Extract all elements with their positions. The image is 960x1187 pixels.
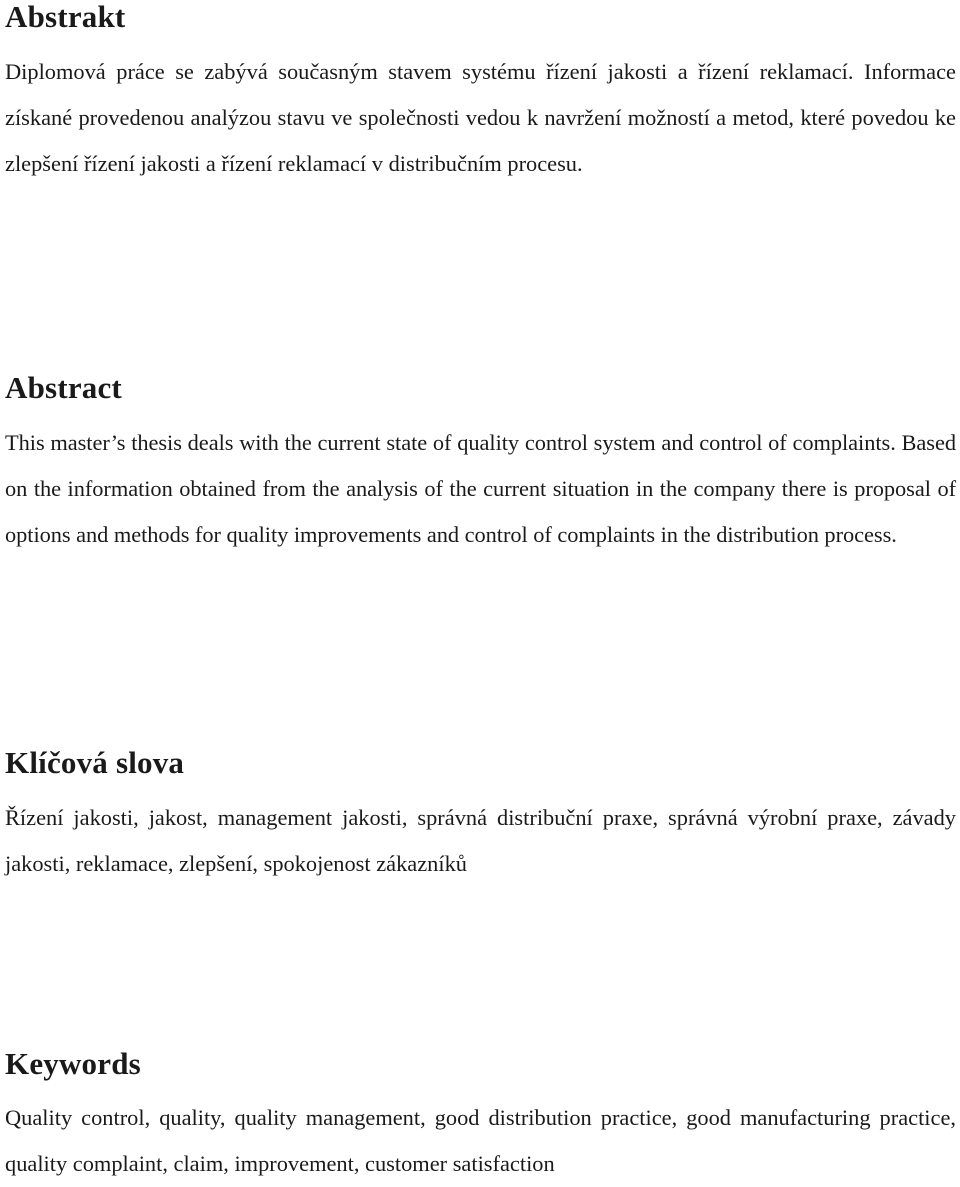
klicova-slova-text: Řízení jakosti, jakost, management jakosti, správná distribuční praxe, správná výrobní praxe, závady jakosti, reklamace, zlepšení, spokojenost zákazníků <box>5 805 956 876</box>
abstract-heading: Abstract <box>5 370 122 405</box>
keywords-section <box>5 1047 956 1187</box>
keywords-heading: Keywords <box>5 1046 141 1081</box>
klicova-slova-heading: Klíčová slova <box>5 745 185 780</box>
abstrakt-section <box>5 0 956 187</box>
abstrakt-text: Diplomová práce se zabývá současným stavem systému řízení jakosti a řízení reklamací. Informace získané provedenou analýzou stavu ve společnosti vedou k navržení možností a metod, které povedou ke zlepšení řízení jakosti a řízení reklamací v distribučním procesu. <box>5 59 956 176</box>
klicova-slova-section <box>5 746 956 887</box>
abstrakt-heading: Abstrakt <box>5 0 126 34</box>
keywords-text: Quality control, quality, quality management, good distribution practice, good manufacturing practice, quality complaint, claim, improvement, customer satisfaction <box>5 1105 956 1176</box>
abstract-section <box>5 371 956 558</box>
abstract-text: This master’s thesis deals with the current state of quality control system and control of complaints. Based on the information obtained from the analysis of the current situation in the company there is proposal of options and methods for quality improvements and control of complaints in the distribution process. <box>5 430 956 547</box>
